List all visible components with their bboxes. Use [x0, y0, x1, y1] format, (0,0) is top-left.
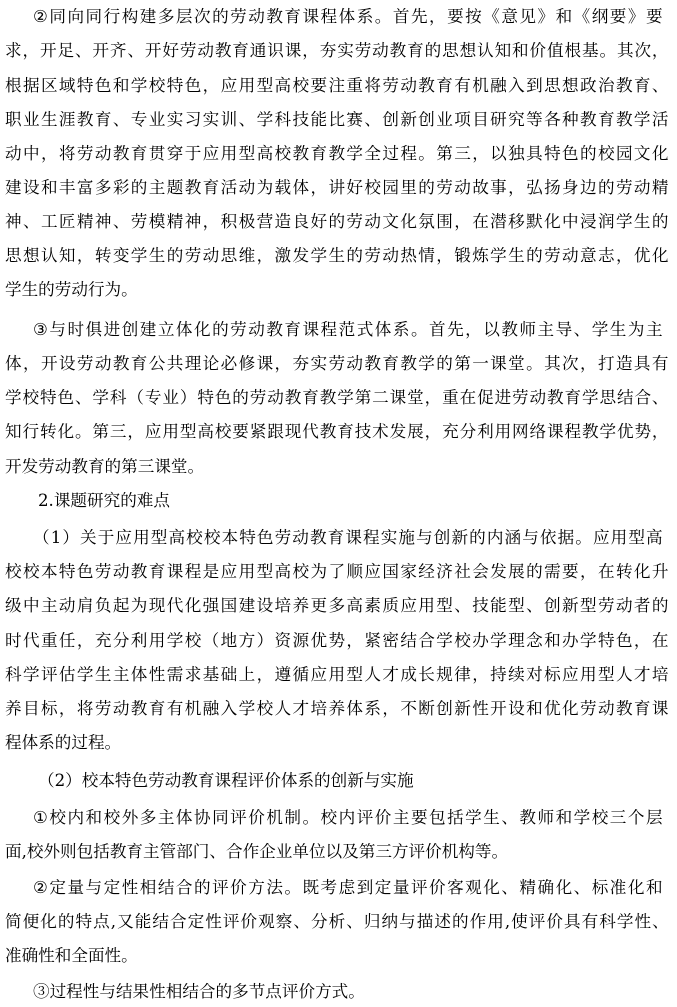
text-line: 职 业 生 涯 教 育 、 专 业 实 习 实 训 、 学 科 技 能 比 赛 、 创 新 创 业 项 目 研 究 等 各 种 教 育 教 学 活 — [5, 110, 669, 129]
text-line: 养 目 标 ， 将 劳 动 教 育 有 机 融 入 学 校 人 才 培 养 体 系 ， 不 断 创 新 性 开 设 和 优 化 劳 动 教 育 课 — [5, 699, 669, 718]
text-line: 学生的劳动行为。 — [5, 280, 138, 299]
text-line: 动 中 ， 将 劳 动 教 育 贯 穿 于 应 用 型 高 校 教 育 教 学 全 过 程 。 第 三 ， 以 独 具 特 色 的 校 园 文 化 — [5, 144, 669, 163]
text-line: 体 ， 开 设 劳 动 教 育 公 共 理 论 必 修 课 ， 夯 实 劳 动 教 育 教 学 的 第 一 课 堂 。 其 次 ， 打 造 具 有 — [5, 354, 669, 373]
text-line: 学 校 特 色 、 学 科 （ 专 业 ） 特 色 的 劳 动 教 育 教 学 第 二 课 堂 ， 重 在 促 进 劳 动 教 育 学 思 结 合 、 — [5, 388, 669, 407]
text-line: ① 校 内 和 校 外 多 主 体 协 同 评 价 机 制 。 校 内 评 价 主 要 包 括 学 生 、 教 师 和 学 校 三 个 层 — [33, 808, 663, 827]
text-line: 神 、 工 匠 精 神 、 劳 模 精 神 ， 积 极 营 造 良 好 的 劳 动 文 化 氛 围 ， 在 潜 移 默 化 中 浸 润 学 生 的 — [5, 212, 669, 231]
text-line: ③过程性与结果性相结合的多节点评价方式。 — [33, 982, 365, 1001]
text-line: 准确性和全面性。 — [5, 946, 138, 965]
text-line: 根 据 区 域 特 色 和 学 校 特 色 ， 应 用 型 高 校 要 注 重 将 劳 动 教 育 有 机 融 入 到 思 想 政 治 教 育 、 — [5, 76, 669, 95]
text-line: 时 代 重 任 ， 充 分 利 用 学 校 （ 地 方 ） 资 源 优 势 ， 紧 密 结 合 学 校 办 学 理 念 和 办 学 特 色 ， 在 — [5, 631, 669, 650]
text-line: 级 中 主 动 肩 负 起 为 现 代 化 强 国 建 设 培 养 更 多 高 素 质 应 用 型 、 技 能 型 、 创 新 型 劳 动 者 的 — [5, 596, 669, 615]
text-line: （ 1 ） 关 于 应 用 型 高 校 校 本 特 色 劳 动 教 育 课 程 实 施 与 创 新 的 内 涵 与 依 据 。 应 用 型 高 — [33, 528, 663, 547]
text-line: ③ 与 时 俱 进 创 建 立 体 化 的 劳 动 教 育 课 程 范 式 体 系 。 首 先 ， 以 教 师 主 导 、 学 生 为 主 — [33, 320, 663, 339]
section-heading: 2.课题研究的难点 — [38, 491, 170, 510]
text-line: 校 校 本 特 色 劳 动 教 育 课 程 是 应 用 型 高 校 为 了 顺 应 国 家 经 济 社 会 发 展 的 需 要 ， 在 转 化 升 — [5, 562, 669, 581]
text-line: 开发劳动教育的第三课堂。 — [5, 457, 205, 476]
section-heading: （2）校本特色劳动教育课程评价体系的创新与实施 — [38, 771, 414, 790]
text-line: ② 定 量 与 定 性 相 结 合 的 评 价 方 法 。 既 考 虑 到 定 量 评 价 客 观 化 、 精 确 化 、 标 准 化 和 — [33, 878, 663, 897]
text-line: 简 便 化 的 特 点 , 又 能 结 合 定 性 评 价 观 察 、 分 析 、 归 纳 与 描 述 的 作 用 , 使 评 价 具 有 科 学 性 、 — [5, 912, 669, 931]
text-line: 程体系的过程。 — [5, 733, 122, 752]
text-line: 科 学 评 估 学 生 主 体 性 需 求 基 础 上 ， 遵 循 应 用 型 人 才 成 长 规 律 ， 持 续 对 标 应 用 型 人 才 培 — [5, 665, 669, 684]
text-line: 面,校外则包括教育主管部门、合作企业单位以及第三方评价机构等。 — [5, 842, 509, 861]
text-line: 建 设 和 丰 富 多 彩 的 主 题 教 育 活 动 为 载 体 ， 讲 好 校 园 里 的 劳 动 故 事 ， 弘 扬 身 边 的 劳 动 精 — [5, 178, 669, 197]
text-line: 知 行 转 化 。 第 三 ， 应 用 型 高 校 要 紧 跟 现 代 教 育 技 术 发 展 ， 充 分 利 用 网 络 课 程 教 学 优 势 ， — [5, 422, 669, 441]
text-line: ② 同 向 同 行 构 建 多 层 次 的 劳 动 教 育 课 程 体 系 。 首 先 ， 要 按 《 意 见 》 和 《 纲 要 》 要 — [33, 7, 663, 26]
text-line: 思 想 认 知 ， 转 变 学 生 的 劳 动 思 维 ， 激 发 学 生 的 劳 动 热 情 ， 锻 炼 学 生 的 劳 动 意 志 ， 优 化 — [5, 246, 669, 265]
text-line: 求 ， 开 足 、 开 齐 、 开 好 劳 动 教 育 通 识 课 ， 夯 实 劳 动 教 育 的 思 想 认 知 和 价 值 根 基 。 其 次 ， — [5, 41, 669, 60]
